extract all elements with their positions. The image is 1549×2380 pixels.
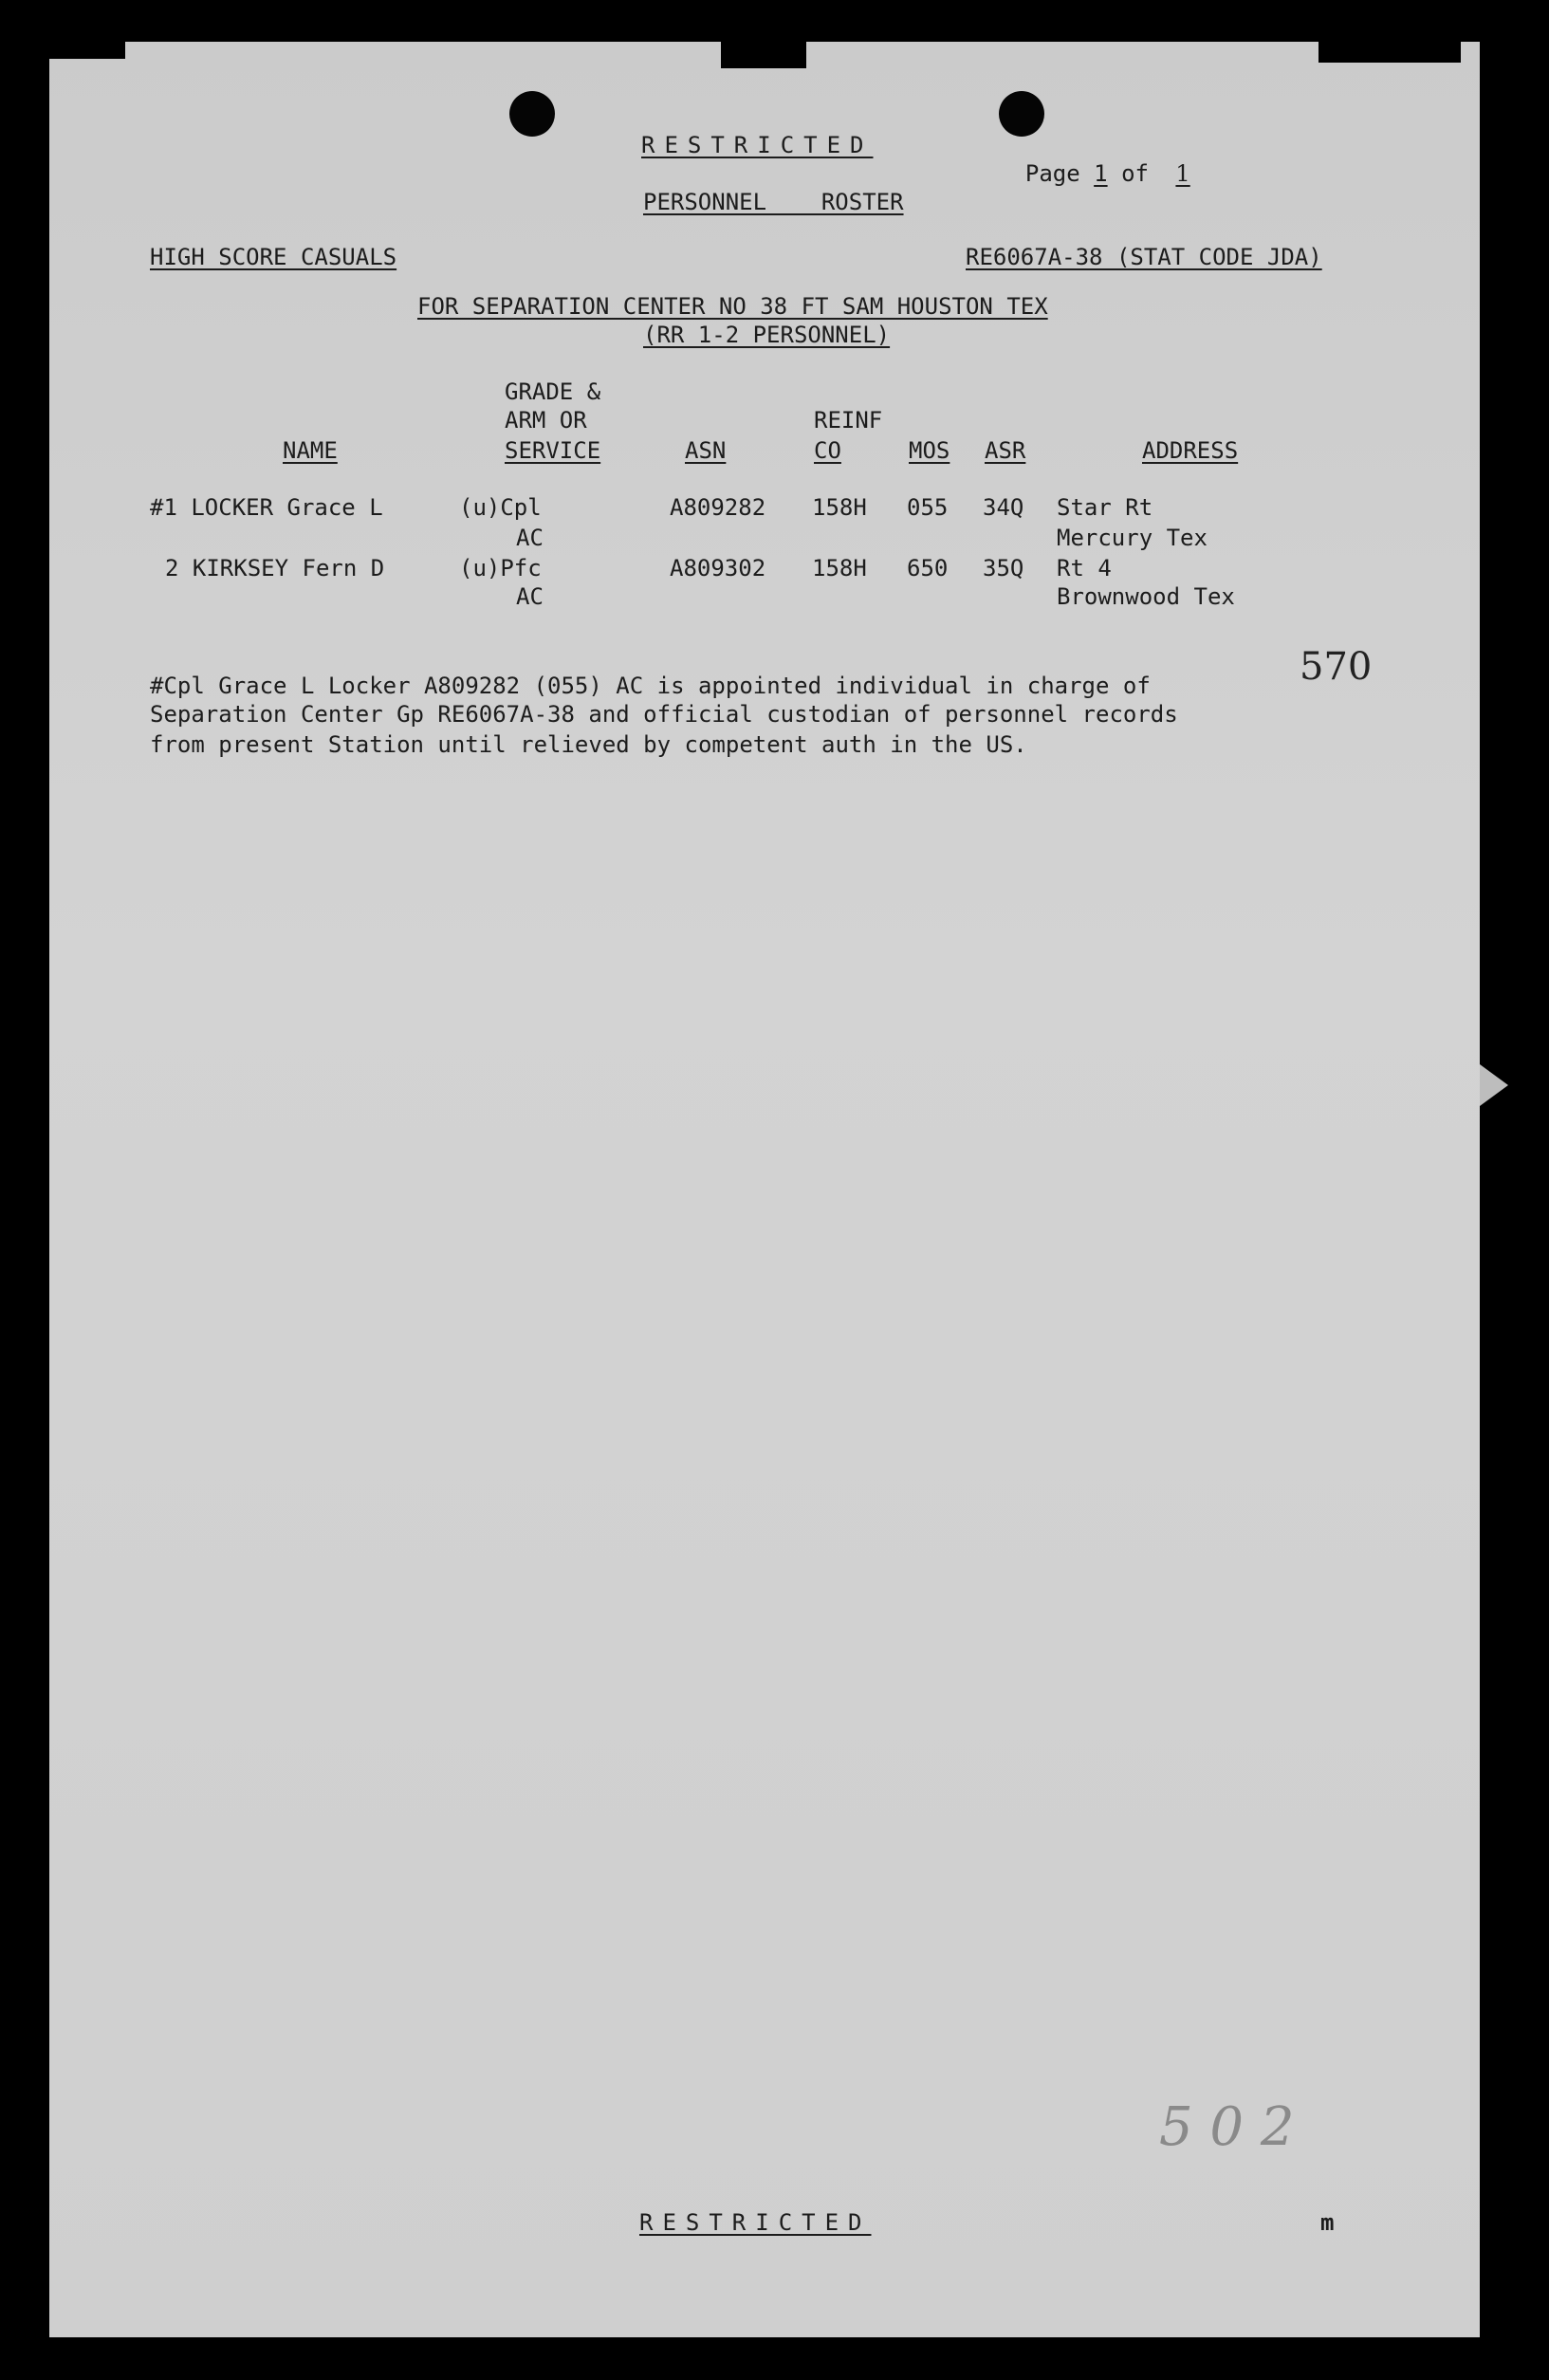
- corner-mark: m: [1320, 2209, 1335, 2236]
- col-asr: ASR: [985, 437, 1026, 464]
- page-tab-edge: [1480, 1064, 1508, 1106]
- page-of: of: [1121, 160, 1149, 187]
- row-address-line2: Mercury Tex: [1057, 525, 1208, 551]
- row-name: #1 LOCKER Grace L: [150, 494, 383, 521]
- torn-edge: [721, 38, 806, 68]
- col-asn: ASN: [685, 437, 727, 464]
- row-mos: 055: [907, 494, 949, 521]
- classification-header: RESTRICTED: [641, 132, 874, 158]
- handwritten-number: 5 0 2: [1159, 2096, 1295, 2158]
- col-grade: SERVICE: [505, 437, 601, 464]
- note-line: #Cpl Grace L Locker A809282 (055) AC is appointed individual in charge of: [150, 673, 1151, 699]
- row-mos: 650: [907, 555, 949, 581]
- torn-edge: [49, 38, 125, 59]
- row-address-line1: Rt 4: [1057, 555, 1112, 581]
- note-line: Separation Center Gp RE6067A-38 and official custodian of personnel records: [150, 701, 1178, 728]
- row-asr: 34Q: [983, 494, 1024, 521]
- row-reinf: 158H: [812, 494, 867, 521]
- col-name: NAME: [283, 437, 338, 464]
- row-asn: A809302: [670, 555, 766, 581]
- row-grade: (u)Pfc: [459, 555, 542, 581]
- row-address-line2: Brownwood Tex: [1057, 583, 1235, 610]
- col-mos: MOS: [909, 437, 950, 464]
- row-asr: 35Q: [983, 555, 1024, 581]
- roster-title: PERSONNEL _ _ROSTER: [643, 189, 904, 215]
- col-grade-top2: ARM OR: [505, 407, 587, 434]
- row-arm: AC: [516, 583, 544, 610]
- unit-code: RE6067A-38_(STAT_CODE JDA): [966, 244, 1322, 270]
- page-total: 1: [1175, 160, 1190, 187]
- row-address-line1: Star Rt: [1057, 494, 1153, 521]
- stamp-number: 570: [1300, 645, 1373, 689]
- page-number: 1: [1094, 160, 1108, 187]
- unit-label: HIGH_SCORE_CASUALS: [150, 244, 397, 270]
- classification-footer: RESTRICTED: [639, 2209, 872, 2236]
- document-page: [49, 42, 1480, 2337]
- col-reinf-top: REINF: [814, 407, 883, 434]
- col-reinf: CO: [814, 437, 841, 464]
- row-grade: (u)Cpl: [459, 494, 542, 521]
- torn-edge: [1318, 38, 1461, 63]
- row-arm: AC: [516, 525, 544, 551]
- col-address: ADDRESS: [1142, 437, 1239, 464]
- separation-center: FOR SEPARATION_CENTER NO_38 FT_SAM HOUSTON_TEX: [417, 293, 1048, 320]
- page-indicator: [998, 131, 1204, 188]
- personnel-group: (RR_1-2_PERSONNEL): [643, 322, 891, 348]
- punch-hole-right: [999, 91, 1044, 137]
- col-grade-top1: GRADE &: [505, 378, 601, 405]
- row-name: 2 KIRKSEY Fern D: [165, 555, 385, 581]
- punch-hole-left: [509, 91, 555, 137]
- note-line: from present Station until relieved by competent auth in the US.: [150, 731, 1027, 758]
- row-reinf: 158H: [812, 555, 867, 581]
- row-asn: A809282: [670, 494, 766, 521]
- page-label: Page: [1024, 160, 1080, 187]
